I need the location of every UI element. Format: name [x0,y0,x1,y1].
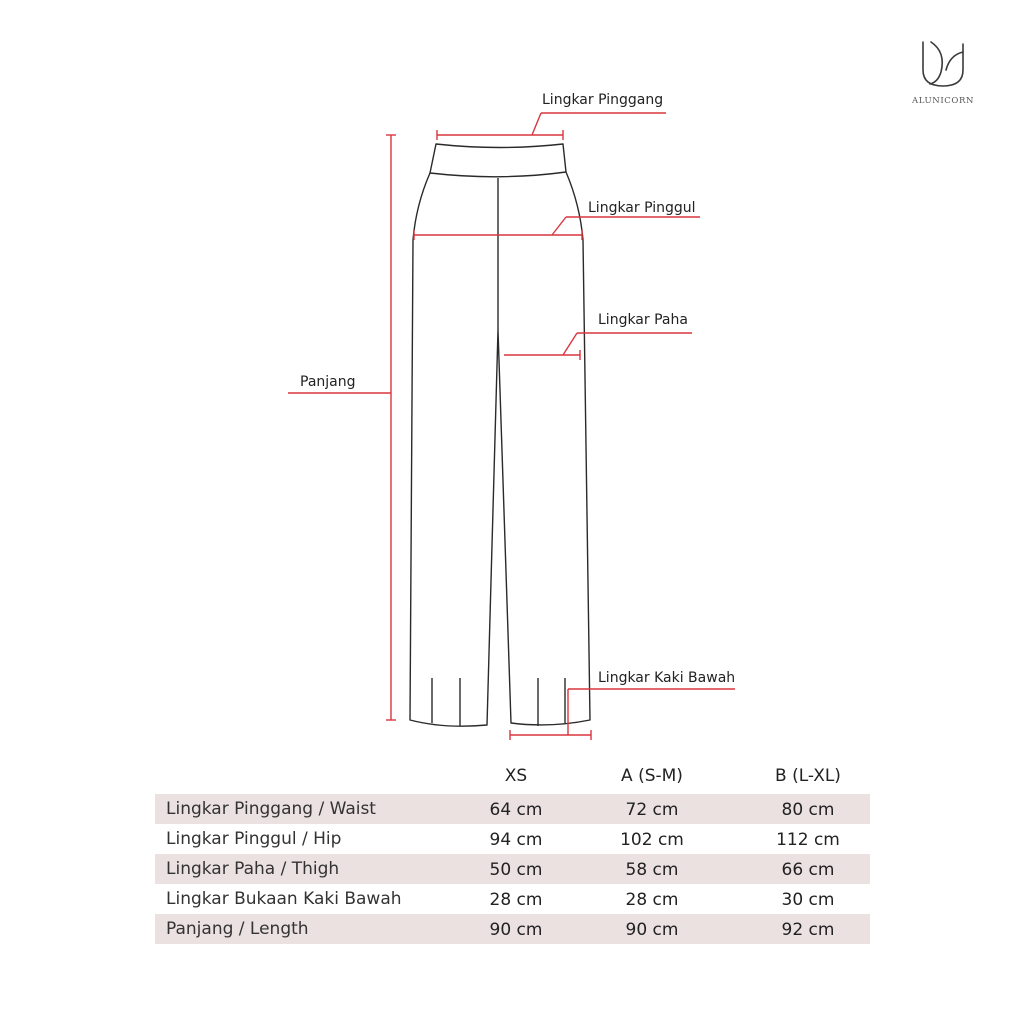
row-label: Panjang / Length [166,919,309,939]
cell-b: 30 cm [781,890,835,910]
header-a: A (S-M) [621,766,683,786]
header-b: B (L-XL) [775,766,841,786]
header-xs: XS [504,766,528,786]
table-row-waist [155,794,870,824]
cell-xs: 90 cm [489,920,543,940]
cell-b: 66 cm [781,860,835,880]
row-label: Lingkar Bukaan Kaki Bawah [166,889,402,909]
label-thigh: Lingkar Paha [598,312,688,328]
brand-logo [911,42,974,106]
cell-a: 58 cm [625,860,679,880]
label-length: Panjang [300,374,356,390]
cell-a: 102 cm [620,830,684,850]
label-hip: Lingkar Pinggul [588,200,696,216]
cell-xs: 94 cm [489,830,543,850]
cell-a: 28 cm [625,890,679,910]
cell-b: 112 cm [776,830,840,850]
row-label: Lingkar Paha / Thigh [166,859,340,879]
cell-xs: 28 cm [489,890,543,910]
table-row-hip [155,824,870,854]
label-leg-opening: Lingkar Kaki Bawah [598,670,736,686]
table-row-thigh [155,854,870,884]
size-table [155,762,870,944]
cell-xs: 50 cm [489,860,543,880]
cell-a: 72 cm [625,800,679,820]
cell-b: 80 cm [781,800,835,820]
brand-name: ALUNICORN [912,96,974,106]
cell-b: 92 cm [781,920,835,940]
cell-a: 90 cm [625,920,679,940]
cell-xs: 64 cm [489,800,543,820]
row-label: Lingkar Pinggang / Waist [166,799,376,819]
table-header [155,762,870,794]
logo-mark-icon [923,42,963,86]
table-row-length [155,914,870,944]
label-waist: Lingkar Pinggang [542,92,664,108]
row-label: Lingkar Pinggul / Hip [166,829,342,849]
pants-outline [410,144,590,726]
table-row-leg-opening [155,884,870,914]
